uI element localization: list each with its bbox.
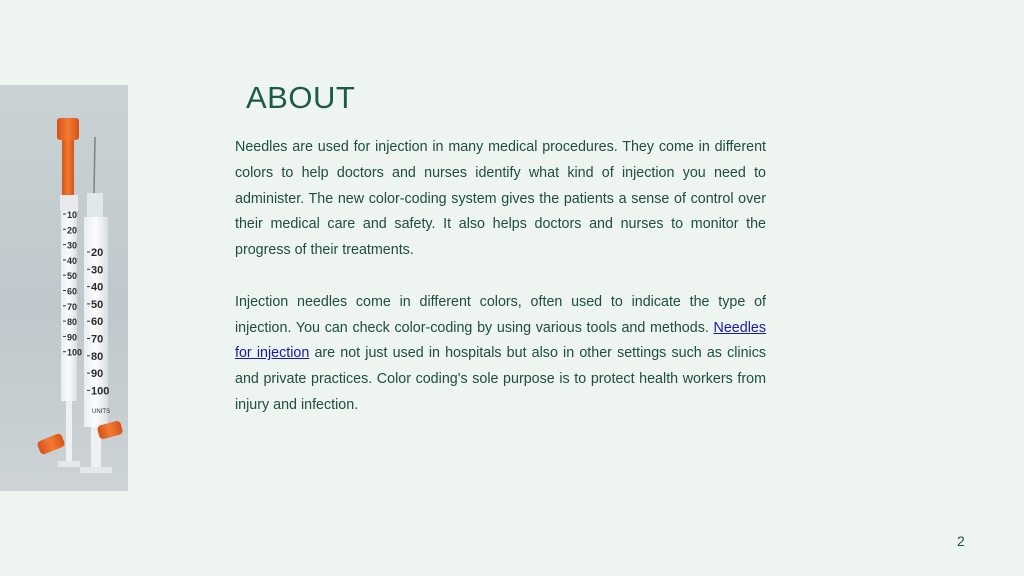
paragraph-2 xyxy=(235,290,766,419)
loose-cap-1 xyxy=(36,433,65,456)
scale-right-label: 60 xyxy=(91,316,104,329)
scale-right-label: 20 xyxy=(91,247,104,259)
scale-right-label: 30 xyxy=(91,264,104,277)
orange-cap xyxy=(57,118,79,140)
scale-left-label: 100 xyxy=(67,347,83,358)
slide-title: ABOUT xyxy=(246,80,356,115)
syringe-illustration xyxy=(0,85,128,491)
paragraph-2-after-link: are not just used in hospitals but also in other settings such as clinics and private practices. Color coding's sole purpose is to protect health workers from injury and infection. xyxy=(235,345,766,413)
scale-left-label: 40 xyxy=(67,255,78,266)
scale-right-label: 40 xyxy=(91,281,104,294)
scale-left-label: 60 xyxy=(67,286,78,297)
units-label: UNITS xyxy=(92,409,110,415)
needle xyxy=(94,137,95,193)
scale-left-label: 70 xyxy=(67,301,78,312)
scale-right-label: 80 xyxy=(91,350,104,363)
paragraph-1: Needles are used for injection in many medical procedures. They come in different colors to help doctors and nurses identify what kind of injection you need to administer. The new color-coding system gives the patients a sense of control over their medical care and safety. It also helps doctors and nurses to monitor the progress of their treatments. xyxy=(235,139,766,259)
scale-right-label: 100 xyxy=(91,385,110,398)
scale-left-label: 20 xyxy=(67,225,78,236)
syringe-left xyxy=(57,118,82,467)
scale-right-label: 70 xyxy=(91,333,104,346)
scale-left-label: 10 xyxy=(67,210,78,220)
scale-left-label: 50 xyxy=(67,271,78,282)
page-number: 2 xyxy=(957,533,965,549)
syringe-photo xyxy=(0,85,128,491)
syringe-right xyxy=(80,137,112,473)
scale-right-label: 50 xyxy=(91,298,104,311)
scale-left-label: 30 xyxy=(67,240,78,251)
scale-left-label: 90 xyxy=(67,332,78,343)
paragraph-2-before-link: Injection needles come in different colors, often used to indicate the type of injection. You can check color-coding by using various tools and methods. xyxy=(235,293,766,336)
scale-right-label: 90 xyxy=(91,368,104,381)
scale-left-label: 80 xyxy=(67,317,78,328)
needles-for-injection-link[interactable]: Needles for injection xyxy=(235,319,766,362)
body-text xyxy=(235,135,766,445)
needle-cover xyxy=(62,140,74,195)
